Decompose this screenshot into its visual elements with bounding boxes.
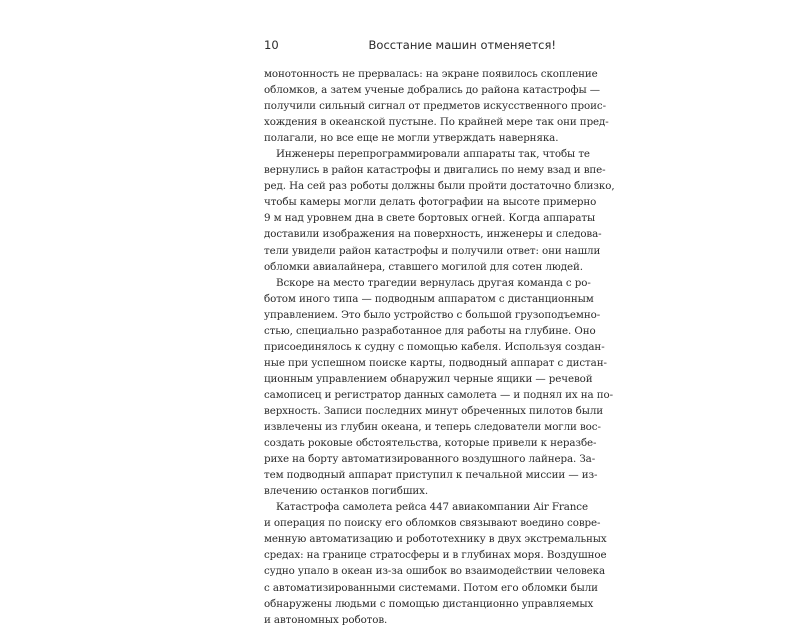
text-line: Катастрофа самолета рейса 447 авиакомпании Air France xyxy=(276,501,588,514)
paragraph xyxy=(264,275,614,500)
text-line: верхность. Записи последних минут обреченных пилотов были xyxy=(264,404,604,417)
text-line: менную автоматизацию и робототехнику в двух экстремальных xyxy=(264,533,607,546)
text-line: средах: на границе стратосферы и в глубинах моря. Воздушное xyxy=(264,549,607,562)
text-line: Вскоре на место трагедии вернулась другая команда с ро- xyxy=(276,276,591,289)
text-line: чтобы камеры могли делать фотографии на высоте примерно xyxy=(264,196,597,209)
body-text xyxy=(264,66,615,628)
page-number: 10 xyxy=(264,38,279,52)
text-line: управлением. Это было устройство с большой грузоподъемно- xyxy=(264,308,601,321)
text-line: доставили изображения на поверхность, инженеры и следова- xyxy=(264,228,602,241)
text-line: хождения в океанской пустыне. По крайней мере так они пред- xyxy=(264,116,609,129)
text-line: получили сильный сигнал от предметов искусственного проис- xyxy=(264,100,606,113)
text-line: тели увидели район катастрофы и получили ответ: они нашли xyxy=(264,244,601,257)
running-head xyxy=(264,38,556,54)
text-line: присоединялось к судну с помощью кабеля. Используя создан- xyxy=(264,340,605,353)
paragraph xyxy=(264,66,609,146)
book-page xyxy=(264,38,615,628)
text-line: ные при успешном поиске карты, подводный аппарат с дистан- xyxy=(264,356,607,369)
text-line: полагали, но все еще не могли утверждать наверняка. xyxy=(264,132,559,145)
text-line: с автоматизированными системами. Потом его обломки были xyxy=(264,581,598,594)
text-line: обломков, а затем ученые добрались до района катастрофы — xyxy=(264,84,600,97)
running-title: Восстание машин отменяется! xyxy=(368,38,556,52)
paragraph xyxy=(264,146,615,274)
paragraph xyxy=(264,499,607,627)
text-line: судно упало в океан из-за ошибок во взаимодействии человека xyxy=(264,565,606,578)
text-line: и автономных роботов. xyxy=(264,613,388,626)
text-line: монотонность не прервалась: на экране появилось скопление xyxy=(264,68,598,80)
text-line: обломки авиалайнера, ставшего могилой для сотен людей. xyxy=(264,260,583,273)
text-line: ботом иного типа — подводным аппаратом с дистанционным xyxy=(264,292,594,305)
text-line: обнаружены людьми с помощью дистанционно управляемых xyxy=(264,597,594,610)
text-line: ционным управлением обнаружил черные ящики — речевой xyxy=(264,372,593,385)
text-line: создать роковые обстоятельства, которые привели к неразбе- xyxy=(264,437,597,450)
text-line: и операция по поиску его обломков связывают воедино совре- xyxy=(264,517,601,530)
text-line: рихе на борту автоматизированного воздушного лайнера. За- xyxy=(264,453,596,466)
text-line: влечению останков погибших. xyxy=(264,485,429,498)
text-line: самописец и регистратор данных самолета — и поднял их на по- xyxy=(264,388,614,401)
text-line: Инженеры перепрограммировали аппараты так, чтобы те xyxy=(276,148,590,161)
text-line: извлечены из глубин океана, и теперь следователи могли вос- xyxy=(264,421,601,434)
text-line: стью, специально разработанное для работы на глубине. Оно xyxy=(264,324,596,337)
text-line: 9 м над уровнем дна в свете бортовых огней. Когда аппараты xyxy=(264,212,596,225)
text-line: ред. На сей раз роботы должны были пройти достаточно близко, xyxy=(264,180,615,193)
text-line: тем подводный аппарат приступил к печальной миссии — из- xyxy=(264,469,598,482)
text-line: вернулись в район катастрофы и двигались по нему взад и впе- xyxy=(264,164,606,177)
